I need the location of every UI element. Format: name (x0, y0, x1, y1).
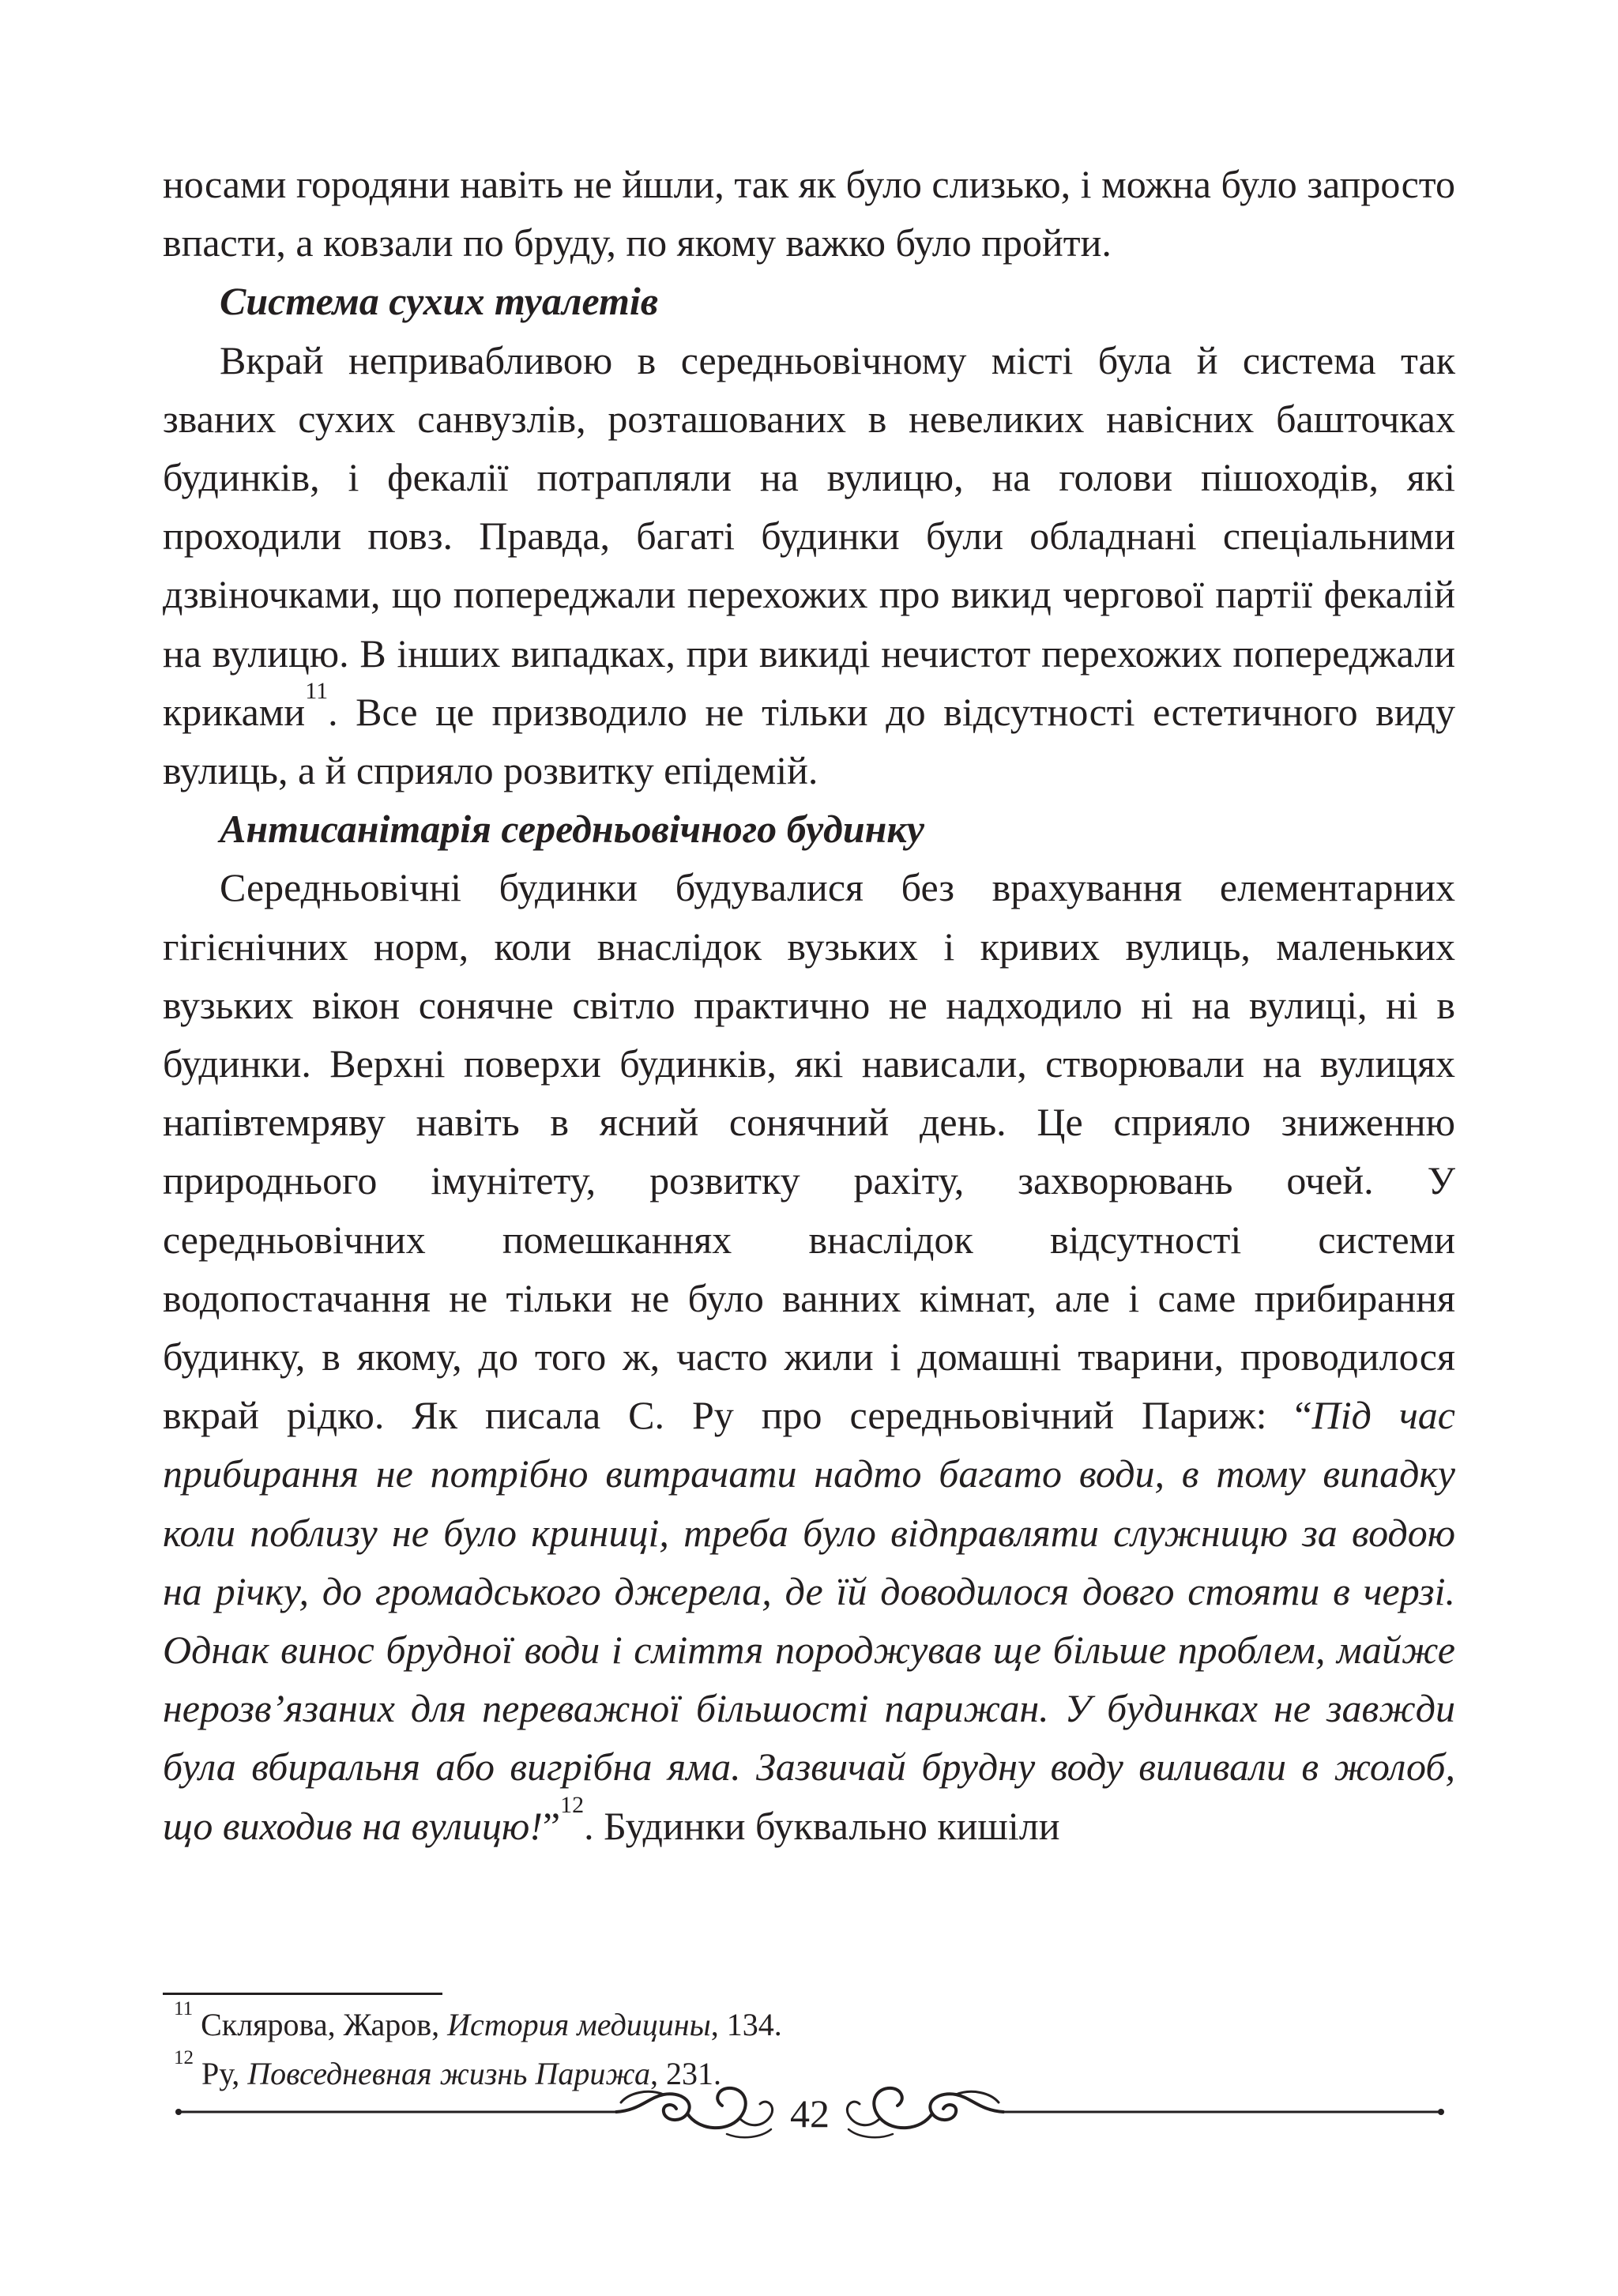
footnote-11 (174, 1998, 1454, 2049)
footnote-authors: Ру, (201, 2056, 248, 2091)
footnote-ref-12[interactable]: 12 (560, 1791, 585, 1818)
quotation: Під час прибирання не потрібно витрачати надто багато води, в тому випадку коли поблизу не було криниці, треба було відправляти служницю за водою на річку, до громадського джерела, де їй доводилося довго стояти в черзі. Однак винос брудної води і сміття породжував ще більше проблем, майже нерозв’язаних для переважної більшості парижан. У будинках не завжди була вбиральня або вигрібна яма. Зазвичай брудну воду виливали в жолоб, що виходив на вулицю! (163, 1393, 1455, 1848)
section-heading-dry-toilets: Система сухих туалетів (220, 279, 659, 324)
quotation-close-mark: ” (542, 1803, 561, 1848)
paragraph-house-sanitation (163, 858, 1455, 1854)
footnote-pages: , 231. (650, 2056, 722, 2091)
footnote-authors: Склярова, Жаров, (201, 2007, 448, 2042)
footnote-number: 12 (174, 2047, 194, 2068)
page-footer (174, 2074, 1446, 2153)
footnote-number: 11 (174, 1998, 194, 2019)
footnote-pages: , 134. (710, 2007, 782, 2042)
page-number: 42 (790, 2091, 830, 2136)
paragraph-text-tail: . Будинки буквально кишіли (584, 1803, 1060, 1848)
footnote-ref-11[interactable]: 11 (305, 677, 329, 704)
paragraph-text: Вкрай непривабливою в середньовічному місті була й система так званих сухих санвузлів, розташованих в невеликих навісних башточках будинків, і фекалії потрапляли на вулицю, на голови пішоходів, які проходили повз. Правда, багаті будинки були обладнані спеціальними дзвіночками, що попереджали перехожих про викид чергової партії фекалій на вулицю. В інших випадках, при викиді нечистот перехожих попереджали криками (163, 337, 1455, 734)
footnote-title: Повседневная жизнь Парижа (247, 2056, 651, 2091)
paragraph-dry-toilets (163, 331, 1455, 800)
paragraph-continuation: носами городяни навіть не йшли, так як було слизько, і можна було запросто впасти, а ковзали по бруду, по якому важко було пройти. (163, 162, 1455, 265)
main-text (163, 155, 1455, 1855)
footnote-title: История медицины (447, 2007, 711, 2042)
paragraph-text-tail: . Все це призводило не тільки до відсутності естетичного виду вулиць, а й сприяло розвитку епідемій. (163, 689, 1455, 793)
paragraph-text: Середньовічні будинки будувалися без врахування елементарних гігієнічних норм, коли внаслідок вузьких і кривих вулиць, маленьких вузьких вікон сонячне світло практично не надходило ні на вулиці, ні в будинки. Верхні поверхи будинків, які нависали, створювали на вулицях напівтемряву навіть в ясний сонячний день. Це сприяло зниженню природнього імунітету, розвитку рахіту, захворювань очей. У середньовічних помешканнях внаслідок відсутності системи водопостачання не тільки не було ванних кімнат, але і саме прибирання будинку, в якому, до того ж, часто жили і домашні тварини, проводилося вкрай рідко. Як писала С. Ру про середньовічний Париж: “ (163, 865, 1455, 1438)
page-body (163, 155, 1455, 1855)
section-heading-house-sanitation: Антисанітарія середньовічного будинку (220, 807, 924, 852)
footnote-separator (163, 1993, 442, 1995)
